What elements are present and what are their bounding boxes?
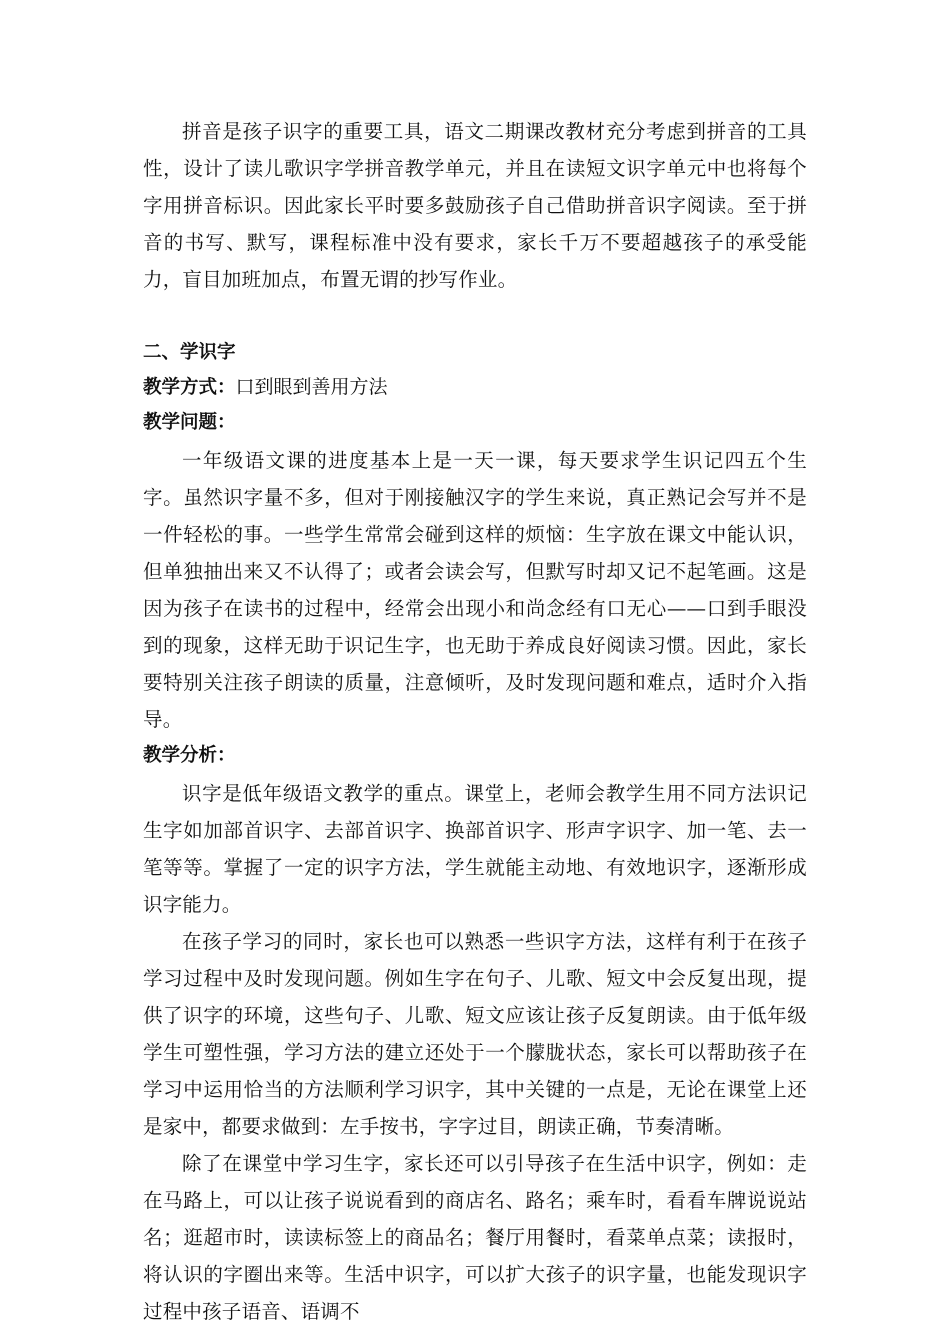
teaching-problem-label: 教学问题： [143, 412, 236, 433]
teaching-method-line [143, 370, 807, 405]
analysis-paragraph-3: 除了在课堂中学习生字，家长还可以引导孩子在生活中识字，例如：走在马路上，可以让孩子说说看到的商店名、路名；乘车时，看看车牌说说站名；逛超市时，读读标签上的商品名；餐厅用餐时，看菜单点菜；读报时，将认识的字圈出来等。生活中识字，可以扩大孩子的识字量，也能发现识字过程中孩子语音、语调不 [143, 1152, 807, 1323]
analysis-paragraph-1: 识字是低年级语文教学的重点。课堂上，老师会教学生用不同方法识记生字如加部首识字、去部首识字、换部首识字、形声字识字、加一笔、去一笔等等。掌握了一定的识字方法，学生就能主动地、有效地识字，逐渐形成识字能力。 [143, 782, 807, 916]
document-page [143, 113, 807, 1330]
problem-paragraph: 一年级语文课的进度基本上是一天一课，每天要求学生识记四五个生字。虽然识字量不多，但对于刚接触汉字的学生来说，真正熟记会写并不是一件轻松的事。一些学生常常会碰到这样的烦恼：生字放在课文中能认识，但单独抽出来又不认得了；或者会读会写，但默写时却又记不起笔画。这是因为孩子在读书的过程中，经常会出现小和尚念经有口无心——口到手眼没到的现象，这样无助于识记生字，也无助于养成良好阅读习惯。因此，家长要特别关注孩子朗读的质量，注意倾听，及时发现问题和难点，适时介入指导。 [143, 449, 807, 731]
intro-paragraph: 拼音是孩子识字的重要工具，语文二期课改教材充分考虑到拼音的工具性，设计了读儿歌识字学拼音教学单元，并且在读短文识字单元中也将每个字用拼音标识。因此家长平时要多鼓励孩子自己借助拼音识字阅读。至于拼音的书写、默写，课程标准中没有要求，家长千万不要超越孩子的承受能力，盲目加班加点，布置无谓的抄写作业。 [143, 120, 807, 291]
teaching-analysis-label: 教学分析： [143, 745, 236, 766]
teaching-method-value: 口到眼到善用方法 [235, 376, 388, 398]
teaching-problem-line [143, 405, 807, 440]
teaching-analysis-line [143, 738, 807, 773]
teaching-method-label: 教学方式： [143, 377, 236, 398]
section-title: 二、学识字 [143, 342, 236, 363]
analysis-paragraph-2: 在孩子学习的同时，家长也可以熟悉一些识字方法，这样有利于在孩子学习过程中及时发现问题。例如生字在句子、儿歌、短文中会反复出现，提供了识字的环境，这些句子、儿歌、短文应该让孩子反复朗读。由于低年级学生可塑性强，学习方法的建立还处于一个朦胧状态，家长可以帮助孩子在学习中运用恰当的方法顺利学习识字，其中关键的一点是，无论在课堂上还是家中，都要求做到：左手按书，字字过目，朗读正确，节奏清晰。 [143, 930, 807, 1138]
paragraph-spacer [143, 298, 807, 335]
